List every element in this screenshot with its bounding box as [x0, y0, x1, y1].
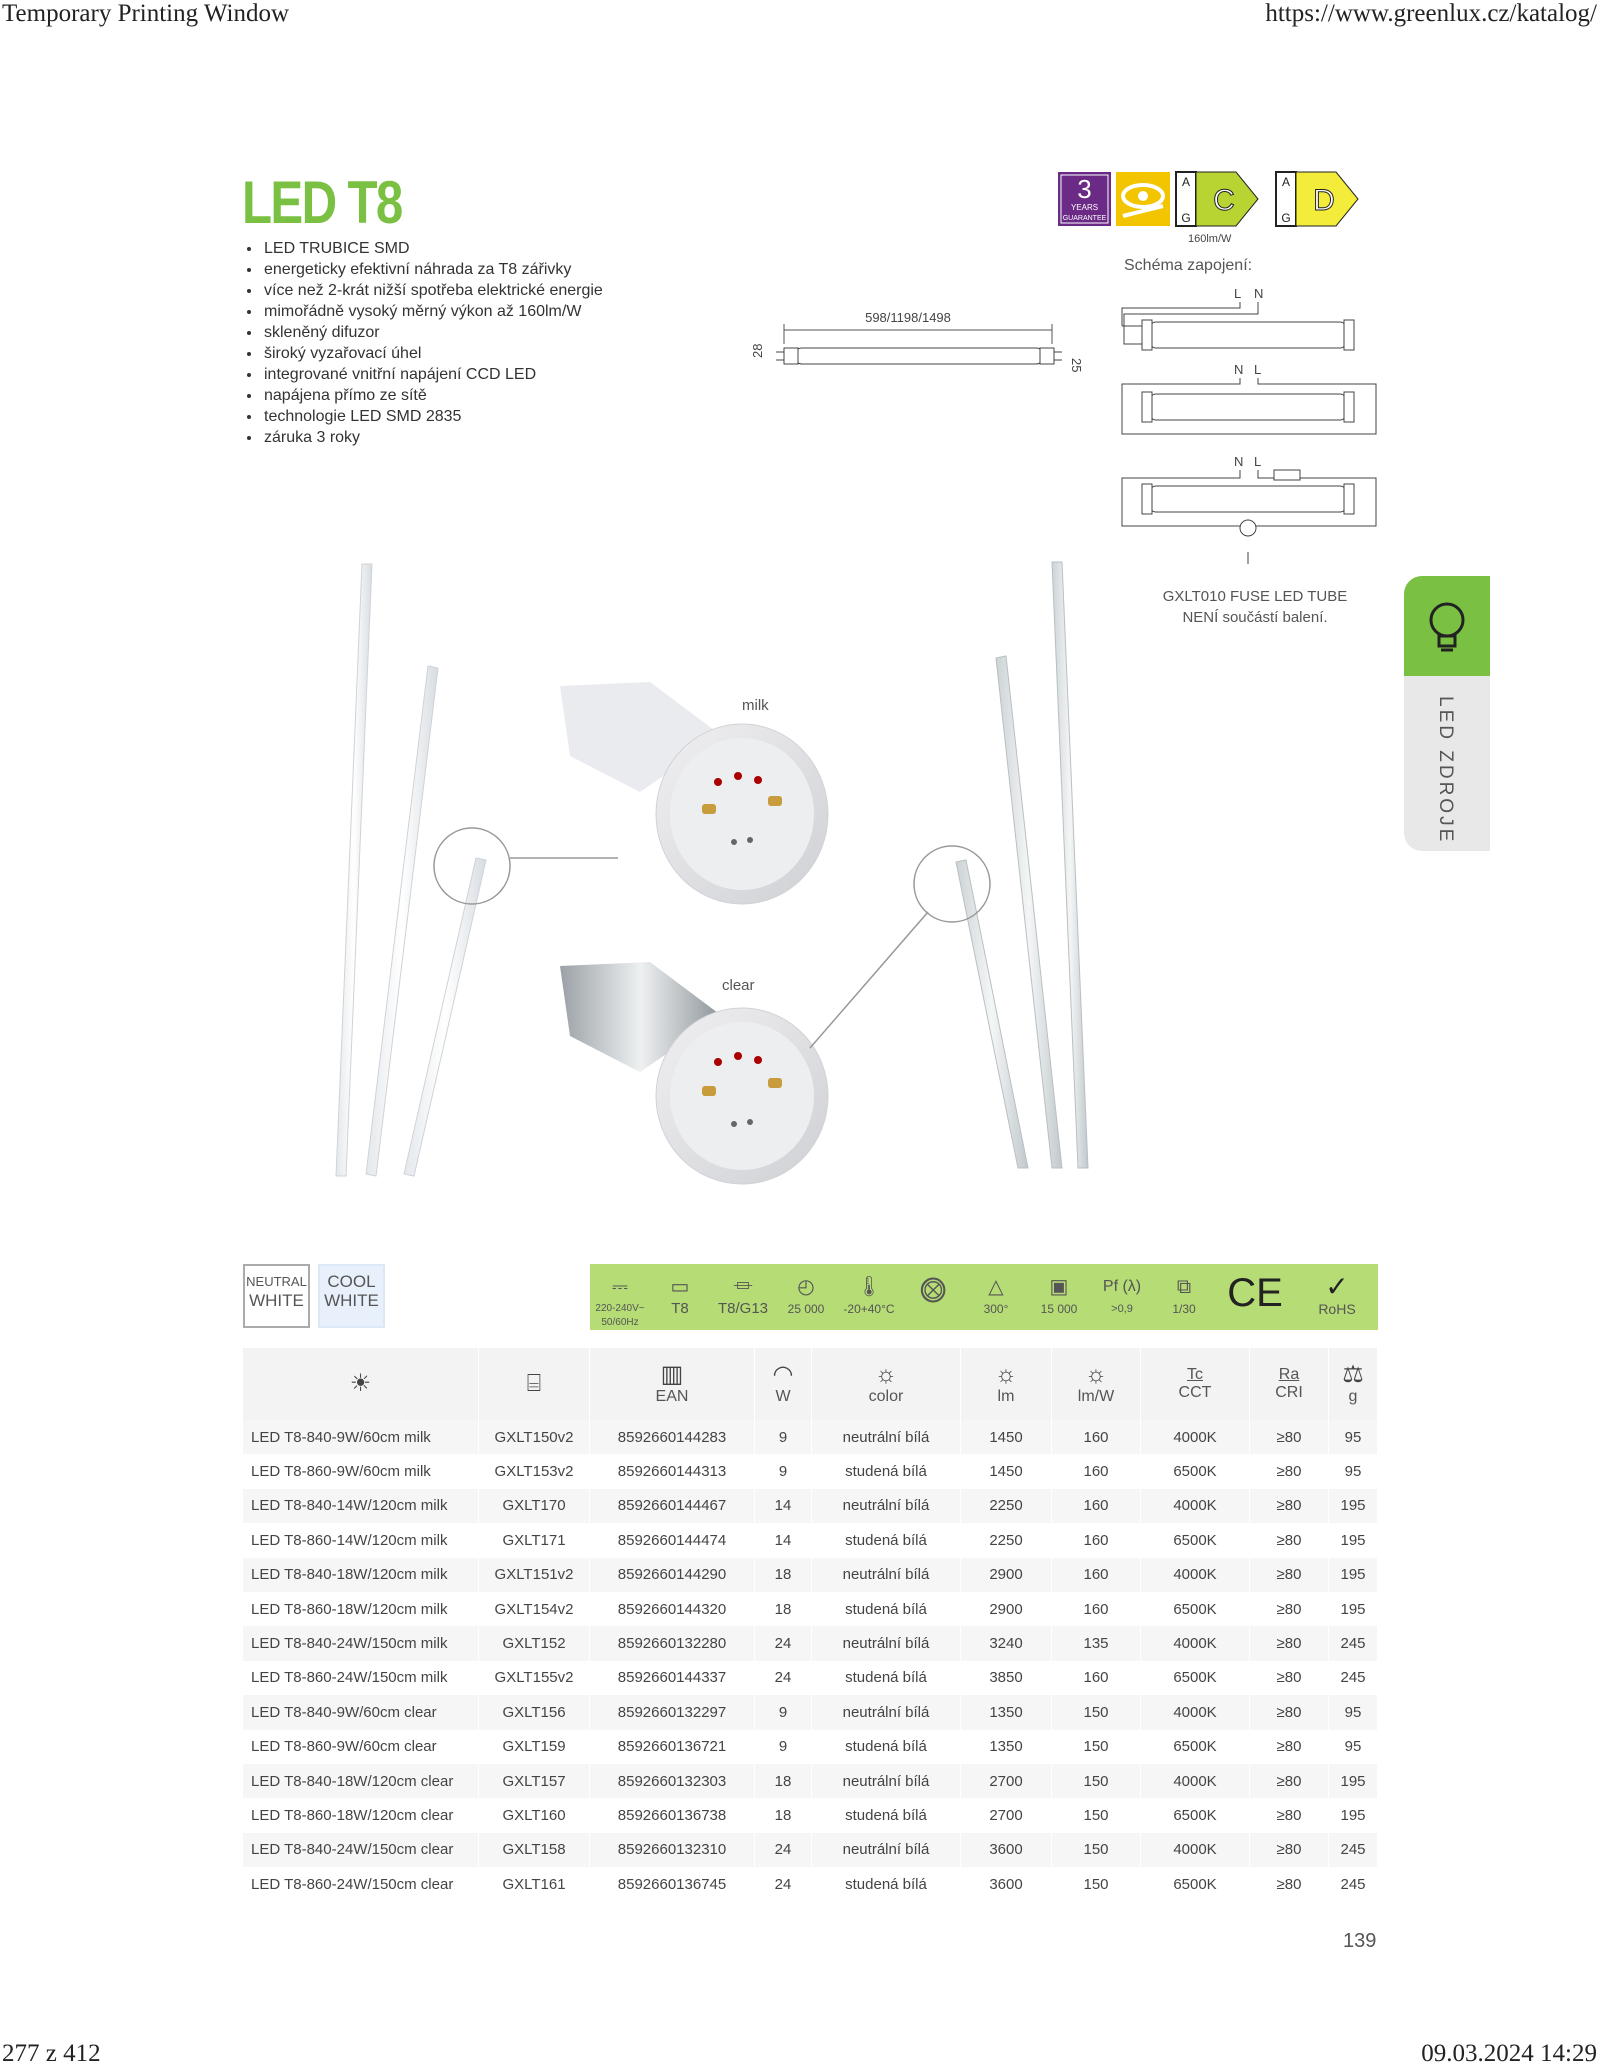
cell-power: 24 [755, 1867, 812, 1901]
cell-cri: ≥80 [1250, 1626, 1329, 1660]
cell-lumen: 3850 [961, 1661, 1052, 1695]
cell-cri: ≥80 [1250, 1558, 1329, 1592]
no-dimming-spec [902, 1264, 964, 1330]
cell-efficacy: 160 [1052, 1454, 1141, 1488]
rohs-text: RoHS [1318, 1301, 1356, 1317]
print-datetime: 09.03.2024 14:29 [1421, 2040, 1597, 2067]
header-product [243, 1348, 479, 1420]
cell-cri: ≥80 [1250, 1867, 1329, 1901]
cell-product-name: LED T8-840-9W/60cm milk [243, 1420, 479, 1454]
clear-tube-end [560, 962, 828, 1184]
spec-icon-bar [590, 1264, 1378, 1330]
cell-lumen: 1350 [961, 1695, 1052, 1729]
ce-spec [1214, 1264, 1296, 1330]
neutral-white-box [243, 1264, 310, 1328]
cell-cri: ≥80 [1250, 1695, 1329, 1729]
cell-color: studená bílá [812, 1592, 961, 1626]
cell-product-code: GXLT151v2 [479, 1558, 590, 1592]
feature-item: • technologie LED SMD 2835 [262, 406, 603, 427]
cell-power: 14 [755, 1489, 812, 1523]
table-row [243, 1592, 1378, 1626]
packaging-text: 1/30 [1172, 1302, 1196, 1316]
cell-color: studená bílá [812, 1454, 961, 1488]
cell-product-name: LED T8-840-24W/150cm clear [243, 1833, 479, 1867]
cell-ean: 8592660132297 [590, 1695, 755, 1729]
efficiency-note: 160lm/W [1188, 233, 1232, 245]
cell-weight: 245 [1329, 1626, 1378, 1660]
cell-weight: 195 [1329, 1489, 1378, 1523]
cell-ean: 8592660144313 [590, 1454, 755, 1488]
wiring-diagram [1116, 284, 1388, 564]
cell-efficacy: 150 [1052, 1833, 1141, 1867]
cell-cri: ≥80 [1250, 1730, 1329, 1764]
cell-color: neutrální bílá [812, 1489, 961, 1523]
cell-product-code: GXLT156 [479, 1695, 590, 1729]
svg-text:L: L [1234, 286, 1242, 301]
cell-color: studená bílá [812, 1730, 961, 1764]
cool-white-label: WHITE [324, 1291, 379, 1310]
switching-spec [1028, 1264, 1090, 1330]
feature-item: • záruka 3 roky [262, 427, 603, 448]
feature-item: • LED TRUBICE SMD [262, 238, 603, 259]
tube-text: T8 [671, 1300, 689, 1317]
header-cct-label: CCT [1178, 1384, 1212, 1401]
table-row [243, 1558, 1378, 1592]
cell-color: studená bílá [812, 1523, 961, 1557]
cell-ean: 8592660132280 [590, 1626, 755, 1660]
cell-product-code: GXLT159 [479, 1730, 590, 1764]
cell-weight: 195 [1329, 1592, 1378, 1626]
cell-weight: 95 [1329, 1695, 1378, 1729]
cell-ean: 8592660144474 [590, 1523, 755, 1557]
weight-icon: ⚖ [1342, 1361, 1364, 1388]
energy-class-d-label [1276, 172, 1358, 226]
milk-label: milk [742, 697, 769, 714]
svg-text:D: D [1313, 184, 1335, 217]
cell-efficacy: 150 [1052, 1695, 1141, 1729]
cell-color: studená bílá [812, 1867, 961, 1901]
feature-item: • integrované vnitřní napájení CCD LED [262, 364, 603, 385]
cell-efficacy: 150 [1052, 1867, 1141, 1901]
dimension-lengths: 598/1198/1498 [865, 310, 951, 325]
cell-product-name: LED T8-860-24W/150cm milk [243, 1661, 479, 1695]
wiring-diagram-1 [1122, 286, 1354, 350]
cell-color: studená bílá [812, 1798, 961, 1832]
cell-ean: 8592660132303 [590, 1764, 755, 1798]
feature-item: • energeticky efektivní náhrada za T8 zářivky [262, 259, 603, 280]
side-tab-label: LED ZDROJE [1435, 696, 1456, 845]
cell-ean: 8592660144290 [590, 1558, 755, 1592]
cell-lumen: 2900 [961, 1558, 1052, 1592]
cell-cri: ≥80 [1250, 1592, 1329, 1626]
wiring-diagram-2 [1122, 362, 1376, 434]
product-icon: ☀ [349, 1370, 372, 1397]
frequency-text: 50/60Hz [601, 1317, 639, 1328]
fuse-note-line2: NENÍ součástí balení. [1182, 609, 1328, 626]
page-url: https://www.greenlux.cz/katalog/ [1265, 0, 1597, 27]
table-body [243, 1420, 1378, 1901]
svg-text:L: L [1254, 362, 1262, 377]
cell-cri: ≥80 [1250, 1420, 1329, 1454]
cell-product-name: LED T8-840-18W/120cm clear [243, 1764, 479, 1798]
table-row [243, 1867, 1378, 1901]
fuse-icon [1240, 520, 1256, 536]
cell-power: 18 [755, 1798, 812, 1832]
diameter-right: 25 [1069, 358, 1084, 373]
beam-angle-icon: △ [988, 1276, 1004, 1298]
tube-spec [650, 1264, 710, 1330]
window-title: Temporary Printing Window [2, 0, 290, 27]
cell-power: 24 [755, 1661, 812, 1695]
table-row [243, 1833, 1378, 1867]
header-efficacy-label: lm/W [1077, 1388, 1115, 1405]
clear-tubes [810, 562, 1088, 1168]
cell-power: 9 [755, 1695, 812, 1729]
header-color [812, 1348, 961, 1420]
cell-product-name: LED T8-860-18W/120cm milk [243, 1592, 479, 1626]
cell-power: 18 [755, 1558, 812, 1592]
page-number: 139 [1343, 1930, 1377, 1952]
feature-list [244, 238, 603, 448]
cell-cct: 6500K [1141, 1523, 1250, 1557]
side-tab [1404, 576, 1490, 851]
table-row [243, 1523, 1378, 1557]
header-cri-label: CRI [1275, 1384, 1303, 1401]
cell-product-code: GXLT171 [479, 1523, 590, 1557]
socket-text: T8/G13 [717, 1300, 769, 1317]
ce-mark-icon: CE [1227, 1271, 1283, 1315]
cell-cct: 6500K [1141, 1661, 1250, 1695]
cell-lumen: 2700 [961, 1798, 1052, 1832]
power-factor-label: Pf (λ) [1102, 1278, 1142, 1295]
cell-color: neutrální bílá [812, 1420, 961, 1454]
table-row [243, 1798, 1378, 1832]
lumen-icon: ☼ [995, 1361, 1017, 1388]
voltage-text: 220-240V~ [595, 1303, 645, 1314]
cell-product-code: GXLT155v2 [479, 1661, 590, 1695]
table-row [243, 1661, 1378, 1695]
cell-product-code: GXLT161 [479, 1867, 590, 1901]
rohs-spec [1296, 1264, 1378, 1330]
barcode-icon: ▥ [660, 1361, 684, 1388]
cell-product-code: GXLT153v2 [479, 1454, 590, 1488]
cell-ean: 8592660136738 [590, 1798, 755, 1832]
switching-text: 15 000 [1040, 1302, 1078, 1316]
cell-cct: 4000K [1141, 1764, 1250, 1798]
socket-spec [710, 1264, 776, 1330]
header-weight-label: g [1348, 1388, 1358, 1405]
header-lumen-label: lm [997, 1388, 1015, 1405]
lifetime-text: 25 000 [787, 1302, 825, 1316]
cell-power: 14 [755, 1523, 812, 1557]
power-factor-value: >0,9 [1111, 1303, 1133, 1315]
cell-cct: 6500K [1141, 1730, 1250, 1764]
svg-text:3: 3 [1077, 174, 1092, 204]
cell-efficacy: 150 [1052, 1798, 1141, 1832]
cell-power: 24 [755, 1626, 812, 1660]
header-ean [590, 1348, 755, 1420]
temperature-spec [836, 1264, 902, 1330]
header-cct [1141, 1348, 1250, 1420]
side-tab-header [1404, 576, 1490, 676]
cell-efficacy: 160 [1052, 1592, 1141, 1626]
cell-product-code: GXLT150v2 [479, 1420, 590, 1454]
header-lumen [961, 1348, 1052, 1420]
svg-text:G: G [1181, 211, 1191, 225]
energy-class-c-label [1176, 172, 1258, 226]
cell-efficacy: 150 [1052, 1730, 1141, 1764]
cell-cri: ≥80 [1250, 1764, 1329, 1798]
svg-text:YEARS: YEARS [1070, 203, 1099, 212]
cell-cct: 6500K [1141, 1592, 1250, 1626]
cell-cct: 4000K [1141, 1420, 1250, 1454]
cell-product-name: LED T8-840-24W/150cm milk [243, 1626, 479, 1660]
socket-icon: ⏛ [733, 1276, 753, 1298]
svg-text:L: L [1254, 454, 1262, 469]
cell-ean: 8592660144467 [590, 1489, 755, 1523]
cell-cct: 4000K [1141, 1626, 1250, 1660]
page-counter: 277 z 412 [2, 2040, 101, 2067]
cell-product-name: LED T8-860-9W/60cm milk [243, 1454, 479, 1488]
cell-weight: 95 [1329, 1454, 1378, 1488]
cell-power: 9 [755, 1420, 812, 1454]
rohs-icon: ✓ [1325, 1271, 1349, 1302]
cell-product-name: LED T8-860-24W/150cm clear [243, 1867, 479, 1901]
cell-cri: ≥80 [1250, 1798, 1329, 1832]
wiring-schema-label: Schéma zapojení: [1124, 257, 1253, 274]
cell-ean: 8592660132310 [590, 1833, 755, 1867]
svg-text:N: N [1234, 362, 1244, 377]
packaging-icon: ⧉ [1176, 1276, 1192, 1298]
spec-table [243, 1348, 1378, 1901]
fuse-note-line1: GXLT010 FUSE LED TUBE [1162, 588, 1348, 605]
product-title: LED T8 [242, 169, 402, 236]
cell-ean: 8592660136745 [590, 1867, 755, 1901]
table-header-row [243, 1348, 1378, 1420]
cell-ean: 8592660136721 [590, 1730, 755, 1764]
cell-product-code: GXLT152 [479, 1626, 590, 1660]
diameter-left: 28 [750, 343, 765, 358]
code-icon: ⌸ [526, 1370, 542, 1397]
beam-angle-spec [964, 1264, 1028, 1330]
svg-text:A: A [1281, 175, 1291, 189]
table-row [243, 1626, 1378, 1660]
feature-item: • mimořádně vysoký měrný výkon až 160lm/W [262, 301, 603, 322]
cell-cri: ≥80 [1250, 1523, 1329, 1557]
cell-weight: 245 [1329, 1833, 1378, 1867]
table-row [243, 1695, 1378, 1729]
cool-label: COOL [327, 1272, 376, 1291]
cell-efficacy: 135 [1052, 1626, 1141, 1660]
cell-color: neutrální bílá [812, 1558, 961, 1592]
packaging-spec [1154, 1264, 1214, 1330]
cell-efficacy: 160 [1052, 1420, 1141, 1454]
cell-lumen: 2700 [961, 1764, 1052, 1798]
warranty-badge [1058, 172, 1111, 226]
voltage-icon: ⎓ [612, 1276, 628, 1298]
cell-lumen: 3600 [961, 1867, 1052, 1901]
cell-efficacy: 160 [1052, 1523, 1141, 1557]
fuse-note [1120, 586, 1390, 628]
cell-cri: ≥80 [1250, 1661, 1329, 1695]
svg-text:A: A [1181, 175, 1191, 189]
color-icon: ☼ [875, 1361, 897, 1388]
cell-lumen: 3600 [961, 1833, 1052, 1867]
cell-cct: 4000K [1141, 1489, 1250, 1523]
cool-white-box [318, 1264, 385, 1328]
header-efficacy [1052, 1348, 1141, 1420]
cell-cct: 6500K [1141, 1798, 1250, 1832]
cell-lumen: 1450 [961, 1454, 1052, 1488]
cell-lumen: 2250 [961, 1523, 1052, 1557]
cell-product-code: GXLT154v2 [479, 1592, 590, 1626]
dimension-drawing [740, 300, 1100, 380]
cell-product-code: GXLT170 [479, 1489, 590, 1523]
milk-tubes [336, 564, 618, 1176]
cell-product-name: LED T8-840-14W/120cm milk [243, 1489, 479, 1523]
header-power [755, 1348, 812, 1420]
svg-text:C: C [1213, 184, 1235, 217]
cell-efficacy: 160 [1052, 1558, 1141, 1592]
milk-tube-end [560, 682, 828, 904]
wiring-diagram-3 [1122, 454, 1376, 564]
cell-cri: ≥80 [1250, 1489, 1329, 1523]
header-code [479, 1348, 590, 1420]
cell-product-name: LED T8-840-18W/120cm milk [243, 1558, 479, 1592]
cell-power: 9 [755, 1454, 812, 1488]
cell-product-code: GXLT157 [479, 1764, 590, 1798]
switching-cycles-icon: ▣ [1049, 1276, 1069, 1298]
cell-weight: 195 [1329, 1558, 1378, 1592]
header-tc-label: Tc [1187, 1366, 1203, 1383]
no-dimming-icon: ⨷ [919, 1272, 947, 1310]
cell-lumen: 2250 [961, 1489, 1052, 1523]
neutral-label: NEUTRAL [246, 1274, 307, 1289]
cell-power: 18 [755, 1764, 812, 1798]
cell-product-name: LED T8-860-18W/120cm clear [243, 1798, 479, 1832]
zoom-circle-clear [914, 846, 990, 922]
cell-product-name: LED T8-860-9W/60cm clear [243, 1730, 479, 1764]
badge-strip [1058, 170, 1378, 232]
cell-cct: 4000K [1141, 1695, 1250, 1729]
svg-text:G: G [1281, 211, 1291, 225]
cell-product-name: LED T8-860-14W/120cm milk [243, 1523, 479, 1557]
voltage-spec [590, 1264, 650, 1330]
cell-cct: 4000K [1141, 1558, 1250, 1592]
table-row [243, 1420, 1378, 1454]
header-color-label: color [868, 1388, 904, 1405]
cell-color: studená bílá [812, 1661, 961, 1695]
cell-cri: ≥80 [1250, 1833, 1329, 1867]
cell-efficacy: 160 [1052, 1661, 1141, 1695]
cell-lumen: 2900 [961, 1592, 1052, 1626]
feature-item: • více než 2-krát nižší spotřeba elektrické energie [262, 280, 603, 301]
tube-icon: ▭ [670, 1276, 690, 1298]
feature-item: • široký vyzařovací úhel [262, 343, 603, 364]
cell-cct: 6500K [1141, 1867, 1250, 1901]
cell-lumen: 1450 [961, 1420, 1052, 1454]
cell-weight: 95 [1329, 1420, 1378, 1454]
cell-ean: 8592660144337 [590, 1661, 755, 1695]
bulb-icon [1404, 576, 1490, 676]
cell-color: neutrální bílá [812, 1626, 961, 1660]
cell-power: 9 [755, 1730, 812, 1764]
neutral-white-label: WHITE [249, 1291, 304, 1310]
svg-text:N: N [1254, 286, 1264, 301]
lifetime-spec [776, 1264, 836, 1330]
eye-comfort-icon [1116, 172, 1170, 226]
cell-color: neutrální bílá [812, 1695, 961, 1729]
table-row [243, 1454, 1378, 1488]
cell-weight: 195 [1329, 1764, 1378, 1798]
table-row [243, 1730, 1378, 1764]
cell-cct: 6500K [1141, 1454, 1250, 1488]
cell-ean: 8592660144320 [590, 1592, 755, 1626]
cell-lumen: 1350 [961, 1730, 1052, 1764]
cell-weight: 195 [1329, 1523, 1378, 1557]
header-cri [1250, 1348, 1329, 1420]
cell-product-name: LED T8-840-9W/60cm clear [243, 1695, 479, 1729]
header-power-label: W [775, 1388, 791, 1405]
temperature-icon: 🌡 [856, 1276, 882, 1298]
table-row [243, 1489, 1378, 1523]
svg-text:N: N [1234, 454, 1244, 469]
cell-product-code: GXLT158 [479, 1833, 590, 1867]
efficacy-icon: ☼ [1085, 1361, 1107, 1388]
feature-item: • napájena přímo ze sítě [262, 385, 603, 406]
power-factor-spec [1090, 1264, 1154, 1330]
cell-product-code: GXLT160 [479, 1798, 590, 1832]
beam-angle-text: 300° [983, 1302, 1009, 1316]
cell-cct: 4000K [1141, 1833, 1250, 1867]
cell-weight: 95 [1329, 1730, 1378, 1764]
cell-power: 18 [755, 1592, 812, 1626]
cell-cri: ≥80 [1250, 1454, 1329, 1488]
cell-lumen: 3240 [961, 1626, 1052, 1660]
feature-item: • skleněný difuzor [262, 322, 603, 343]
cell-ean: 8592660144283 [590, 1420, 755, 1454]
lifetime-icon: ◴ [797, 1276, 815, 1298]
header-ra-label: Ra [1278, 1366, 1300, 1383]
cell-power: 24 [755, 1833, 812, 1867]
cell-weight: 245 [1329, 1661, 1378, 1695]
cell-efficacy: 150 [1052, 1764, 1141, 1798]
table-row [243, 1764, 1378, 1798]
header-ean-label: EAN [655, 1388, 689, 1405]
power-icon: ◠ [772, 1361, 794, 1388]
cell-color: neutrální bílá [812, 1833, 961, 1867]
product-photo [320, 556, 1120, 1186]
clear-label: clear [722, 977, 755, 994]
cell-efficacy: 160 [1052, 1489, 1141, 1523]
cell-color: neutrální bílá [812, 1764, 961, 1798]
temperature-text: -20+40°C [843, 1302, 895, 1316]
cell-weight: 195 [1329, 1798, 1378, 1832]
header-weight [1329, 1348, 1378, 1420]
svg-text:GUARANTEE: GUARANTEE [1062, 215, 1107, 222]
cell-weight: 245 [1329, 1867, 1378, 1901]
